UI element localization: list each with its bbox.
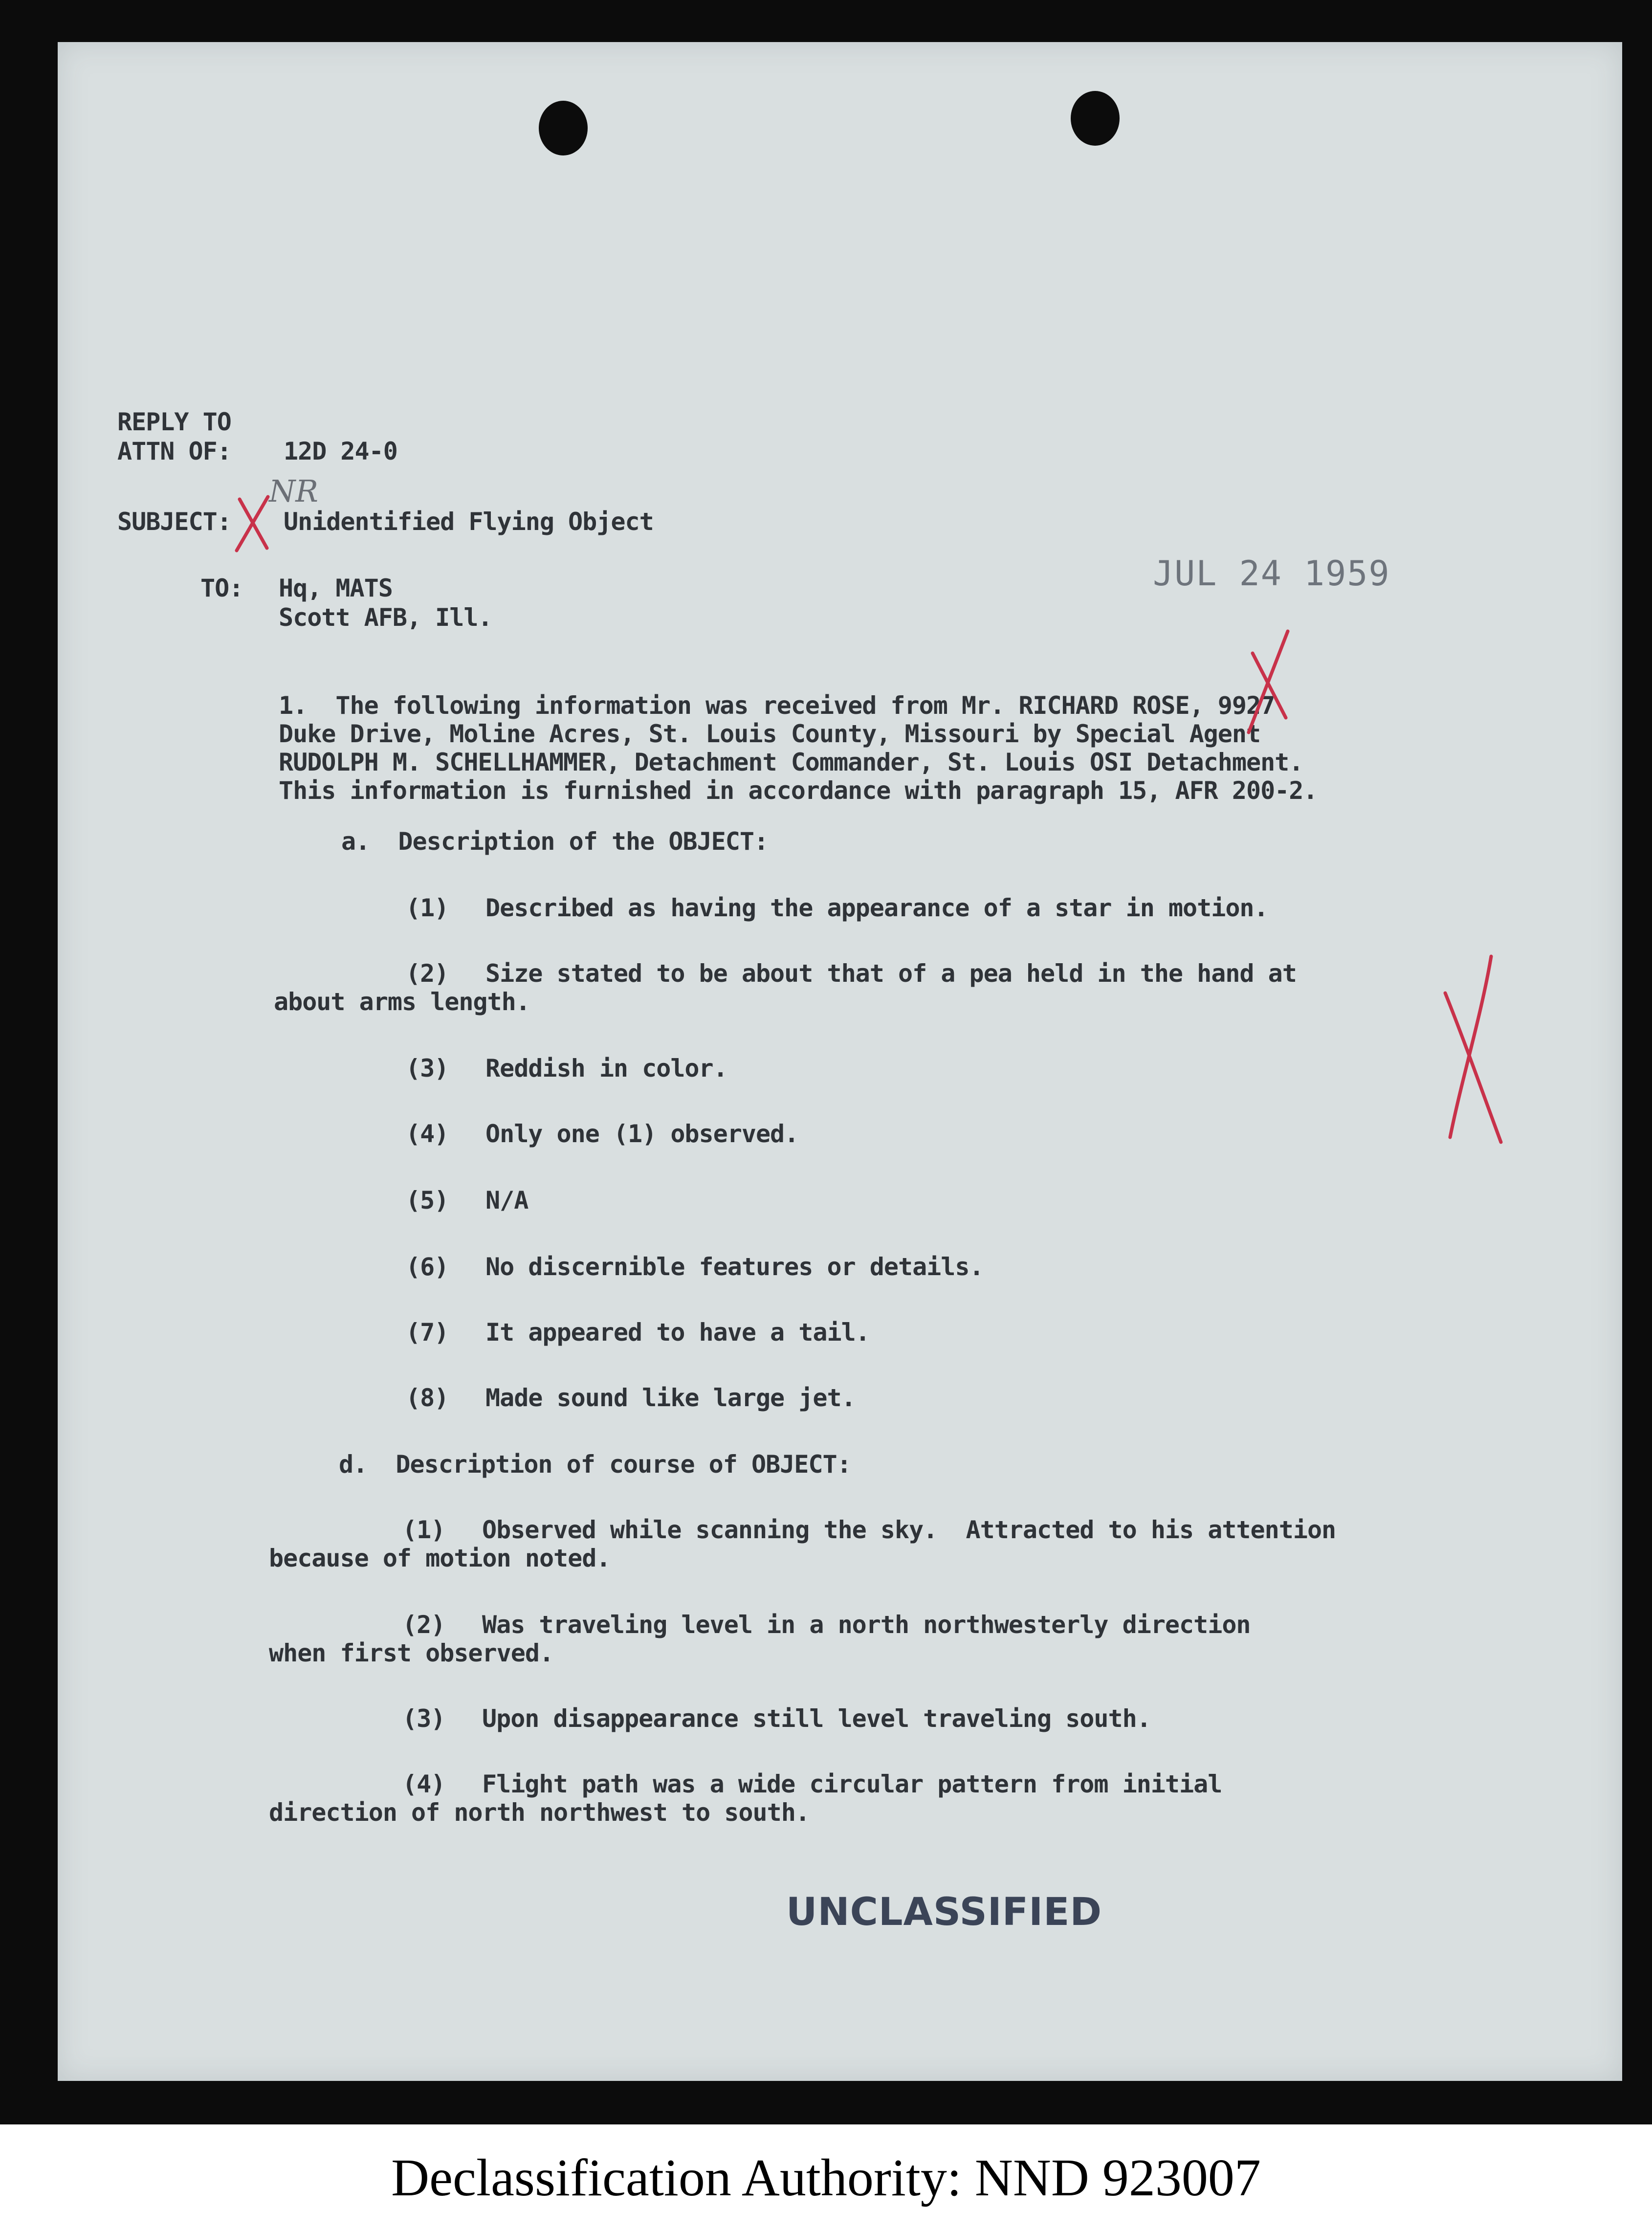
section-d-item-number: (3) (402, 1704, 445, 1733)
name-cross-stroke (1249, 631, 1288, 732)
margin-cross-stroke (1450, 956, 1491, 1137)
red-pencil-marks (58, 42, 1622, 2081)
section-a-item-text: Reddish in color. (485, 1054, 727, 1083)
section-a-item-text: Size stated to be about that of a pea held in the hand at (485, 959, 1297, 988)
section-a-item-text: Only one (1) observed. (485, 1120, 799, 1148)
date-stamp: JUL 24 1959 (1153, 553, 1390, 594)
section-d-heading: d. Description of course of OBJECT: (339, 1450, 851, 1479)
paragraph-1-line: Duke Drive, Moline Acres, St. Louis County, Missouri by Special Agent (279, 720, 1261, 748)
section-d-item-text: because of motion noted. (269, 1544, 611, 1572)
to-label: TO: (200, 574, 243, 602)
paragraph-1-line: RUDOLPH M. SCHELLHAMMER, Detachment Commander, St. Louis OSI Detachment. (279, 748, 1303, 776)
section-a-item-number: (3) (406, 1054, 449, 1083)
section-a-item-number: (5) (406, 1186, 449, 1215)
to-address-line-2: Scott AFB, Ill. (279, 603, 492, 632)
paragraph-1-line: This information is furnished in accordance with paragraph 15, AFR 200-2. (279, 776, 1318, 805)
section-d-item-text: direction of north northwest to south. (269, 1798, 810, 1827)
section-d-item-number: (2) (402, 1611, 445, 1639)
subject-value: Unidentified Flying Object (284, 508, 654, 536)
section-d-item-text: when first observed. (269, 1639, 554, 1667)
classification-stamp: UNCLASSIFIED (786, 1890, 1102, 1934)
section-a-item-text: about arms length. (274, 988, 530, 1016)
to-address-line-1: Hq, MATS (279, 574, 393, 602)
section-a-item-number: (7) (406, 1318, 449, 1347)
section-a-item-number: (4) (406, 1120, 449, 1148)
section-a-item-text: N/A (485, 1186, 529, 1215)
subject-label: SUBJECT: (117, 508, 231, 536)
section-a-item-text: It appeared to have a tail. (485, 1318, 870, 1347)
section-d-item-text: Observed while scanning the sky. Attracted to his attention (482, 1516, 1336, 1544)
document-page (58, 42, 1622, 2081)
section-a-item-text: No discernible features or details. (485, 1253, 984, 1281)
section-a-item-text: Made sound like large jet. (485, 1384, 856, 1412)
section-d-item-number: (4) (402, 1770, 445, 1798)
section-a-item-number: (6) (406, 1253, 449, 1281)
paragraph-1-line: 1. The following information was received from Mr. RICHARD ROSE, 9927 (279, 691, 1275, 720)
attn-of-value: 12D 24-0 (284, 437, 397, 465)
section-a-heading: a. Description of the OBJECT: (341, 827, 769, 856)
section-d-item-text: Was traveling level in a north northwesterly direction (482, 1611, 1251, 1639)
section-a-item-number: (8) (406, 1384, 449, 1412)
section-a-item-number: (2) (406, 959, 449, 988)
attn-of-label: ATTN OF: (117, 437, 231, 465)
section-a-item-number: (1) (406, 894, 449, 922)
handwritten-note: NR (269, 473, 318, 509)
section-d-item-text: Upon disappearance still level traveling south. (482, 1704, 1151, 1733)
reply-to-label: REPLY TO (117, 408, 231, 436)
section-a-item-text: Described as having the appearance of a star in motion. (485, 894, 1268, 922)
section-d-item-text: Flight path was a wide circular pattern from initial (482, 1770, 1222, 1798)
section-d-item-number: (1) (402, 1516, 445, 1544)
declassification-footer: Declassification Authority: NND 923007 (391, 2149, 1261, 2207)
